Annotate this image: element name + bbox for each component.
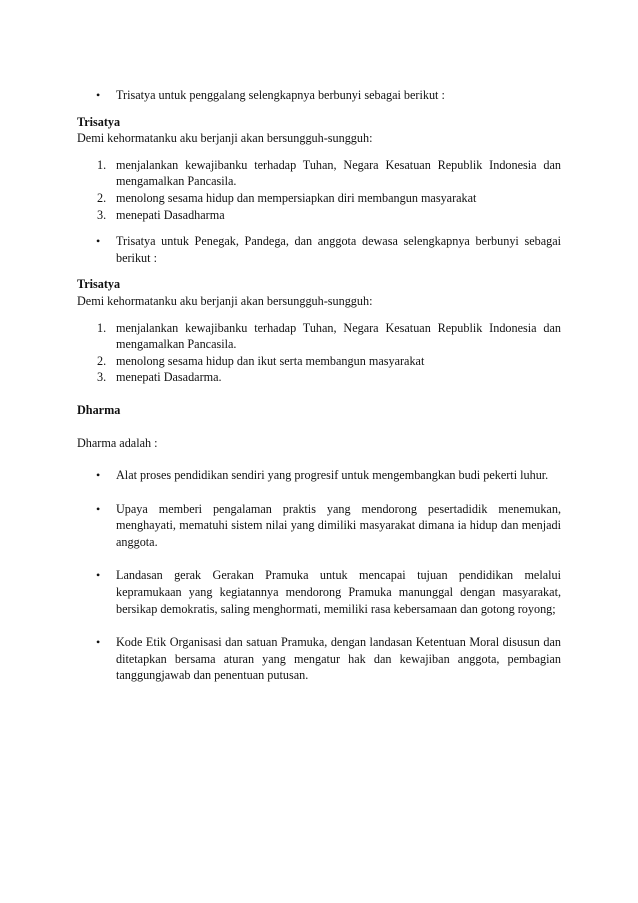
item-number: 2. [97,190,107,205]
item-number: 3. [97,370,107,385]
section-heading: Trisatya [77,277,121,292]
numbered-item [77,353,561,370]
bullet-icon: • [96,468,101,483]
dharma-intro: Dharma adalah : [77,435,158,450]
bullet-icon: • [96,501,101,516]
item-text: menjalankan kewajibanku terhadap Tuhan, Negara Kesatuan Republik Indonesia dan mengamalkan Pancasila. [116,157,561,189]
bullet-icon: • [96,568,101,583]
bullet-item [77,87,561,104]
bullet-icon: • [96,88,101,102]
bullet-item [77,233,561,266]
bullet-text: Kode Etik Organisasi dan satuan Pramuka, dengan landasan Ketentuan Moral disusun dan ditetapkan bersama aturan yang mengatur hak dan kewajiban anggota, pembagian tanggungjawab dan penentuan putusan. [116,635,561,683]
numbered-item [77,157,561,190]
item-text: menjalankan kewajibanku terhadap Tuhan, Negara Kesatuan Republik Indonesia dan mengamalkan Pancasila. [116,320,561,352]
oath-line: Demi kehormatanku aku berjanji akan bersungguh-sungguh: [77,131,373,146]
bullet-text: Landasan gerak Gerakan Pramuka untuk mencapai tujuan pendidikan melalui kepramukaan yang kegiatannya mendorong Pramuka manunggal dengan masyarakat, bersikap demokratis, saling menghormati, memiliki rasa kebersamaan dan gotong royong; [116,568,561,616]
bullet-item [77,467,561,484]
item-number: 1. [97,157,107,172]
bullet-item [77,634,561,684]
bullet-item [77,501,561,551]
item-text: menolong sesama hidup dan mempersiapkan diri membangun masyarakat [116,190,477,205]
oath-line: Demi kehormatanku aku berjanji akan bersungguh-sungguh: [77,293,373,308]
bullet-text: Upaya memberi pengalaman praktis yang mendorong pesertadidik menemukan, menghayati, mematuhi sistem nilai yang dimiliki masyarakat dimana ia hidup dan menjadi anggota. [116,501,561,549]
item-text: menepati Dasadharma [116,207,225,222]
section-heading: Dharma [77,402,121,417]
item-text: menepati Dasadarma. [116,370,222,385]
item-number: 3. [97,207,107,222]
numbered-item [77,320,561,353]
bullet-text: Trisatya untuk Penegak, Pandega, dan anggota dewasa selengkapnya berbunyi sebagai berikut : [116,234,561,265]
item-number: 2. [97,353,107,368]
item-number: 1. [97,320,107,335]
bullet-text: Alat proses pendidikan sendiri yang progresif untuk mengembangkan budi pekerti luhur. [116,468,549,483]
numbered-item [77,369,561,386]
section-heading: Trisatya [77,114,121,129]
item-text: menolong sesama hidup dan ikut serta membangun masyarakat [116,353,425,368]
bullet-item [77,567,561,617]
numbered-item [77,190,561,207]
bullet-icon: • [96,234,101,249]
numbered-item [77,207,561,224]
bullet-icon: • [96,635,101,650]
document-page [77,87,561,684]
bullet-text: Trisatya untuk penggalang selengkapnya berbunyi sebagai berikut : [116,88,445,102]
